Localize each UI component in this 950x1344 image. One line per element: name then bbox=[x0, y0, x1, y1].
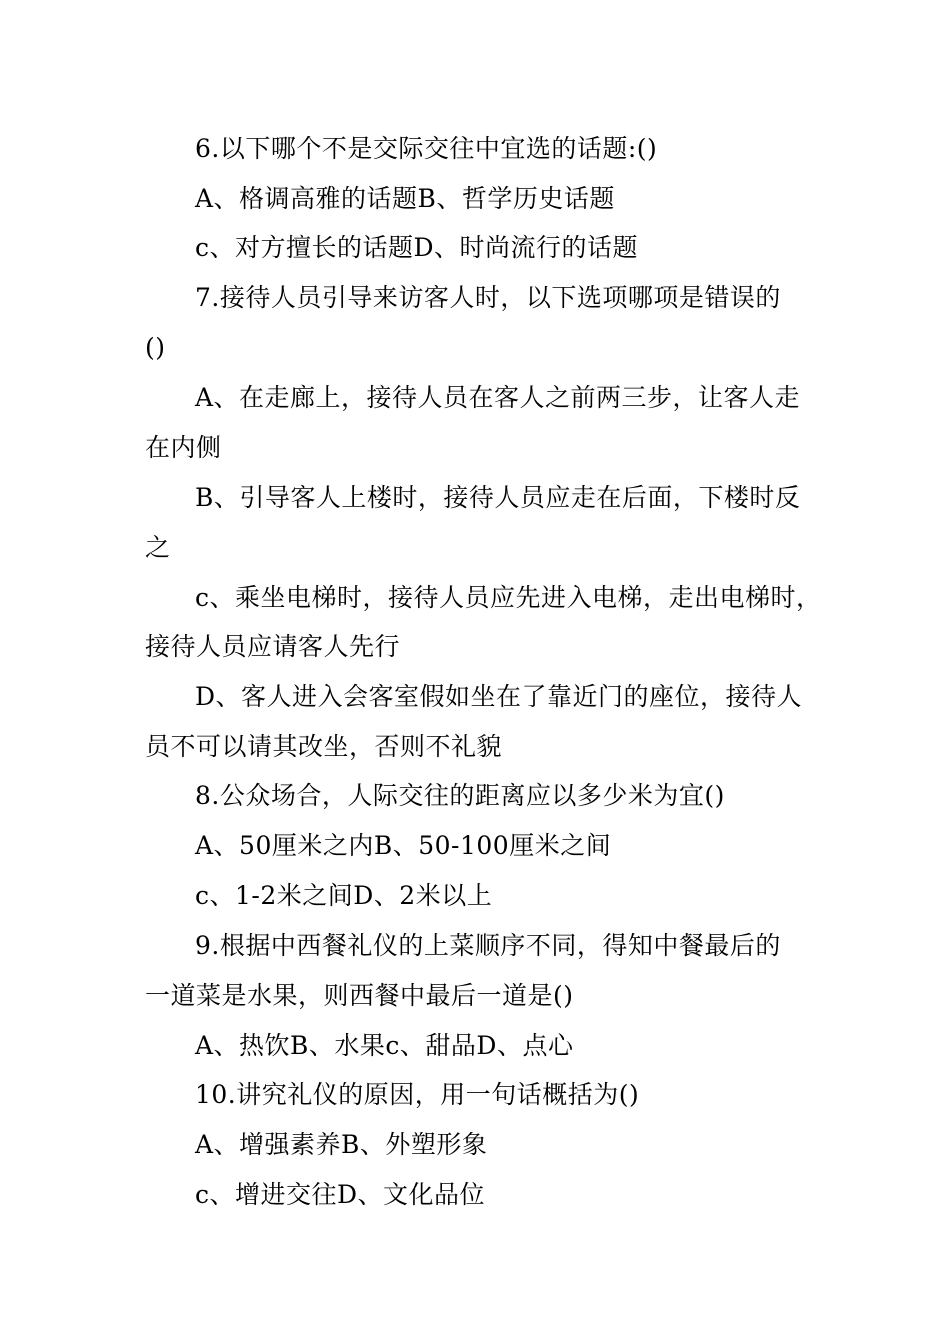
question-7-option-c-continued: 接待人员应请客人先行 bbox=[145, 632, 401, 661]
question-7-option-b-continued: 之 bbox=[145, 533, 171, 562]
question-6: 6.以下哪个不是交际交往中宜选的话题:() bbox=[195, 134, 658, 163]
question-6-options-cd: c、对方擅长的话题D、时尚流行的话题 bbox=[195, 233, 639, 262]
question-7-option-d-continued: 员不可以请其改坐，否则不礼貌 bbox=[145, 732, 503, 761]
question-10-options-ab: A、增强素养B、外塑形象 bbox=[195, 1130, 488, 1159]
question-8-options-ab: A、50厘米之内B、50-100厘米之间 bbox=[195, 831, 612, 860]
question-9-options: A、热饮B、水果c、甜品D、点心 bbox=[195, 1031, 574, 1060]
question-7-option-a: A、在走廊上，接待人员在客人之前两三步，让客人走 bbox=[195, 383, 801, 412]
question-9-continued: 一道菜是水果，则西餐中最后一道是() bbox=[145, 981, 574, 1010]
question-8-options-cd: c、1-2米之间D、2米以上 bbox=[195, 881, 493, 910]
question-10: 10.讲究礼仪的原因，用一句话概括为() bbox=[195, 1080, 640, 1109]
question-7: 7.接待人员引导来访客人时，以下选项哪项是错误的 bbox=[195, 283, 781, 312]
question-7-option-d: D、客人进入会客室假如坐在了靠近门的座位，接待人 bbox=[195, 682, 803, 711]
question-7-option-c: c、乘坐电梯时，接待人员应先进入电梯，走出电梯时， bbox=[195, 583, 822, 612]
question-7-continued: () bbox=[145, 333, 166, 362]
question-9: 9.根据中西餐礼仪的上菜顺序不同，得知中餐最后的 bbox=[195, 931, 781, 960]
question-7-option-b: B、引导客人上楼时，接待人员应走在后面，下楼时反 bbox=[195, 483, 801, 512]
question-10-options-cd: c、增进交往D、文化品位 bbox=[195, 1180, 486, 1209]
question-8: 8.公众场合，人际交往的距离应以多少米为宜() bbox=[195, 781, 725, 810]
question-6-options-ab: A、格调高雅的话题B、哲学历史话题 bbox=[195, 184, 615, 213]
question-7-option-a-continued: 在内侧 bbox=[145, 433, 222, 462]
